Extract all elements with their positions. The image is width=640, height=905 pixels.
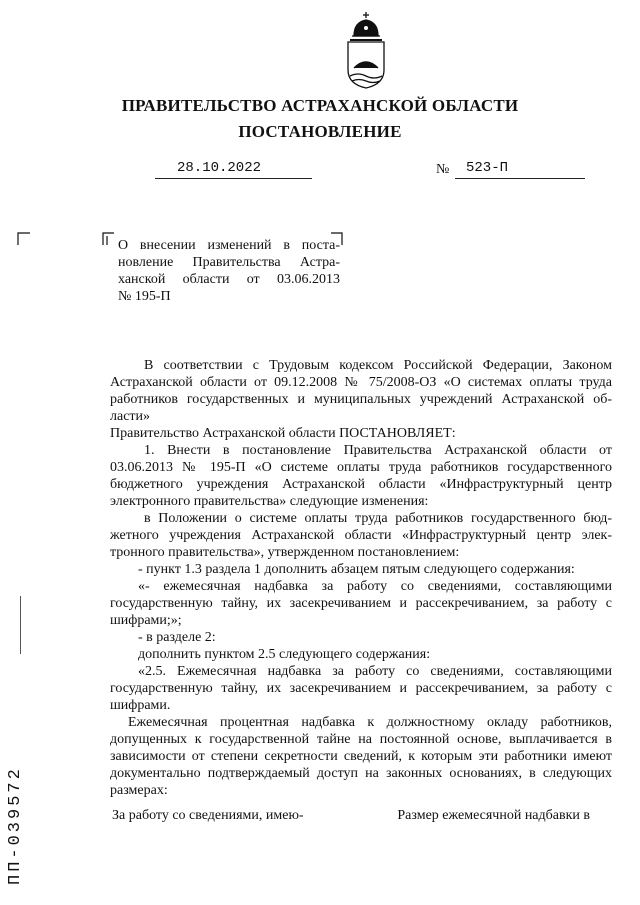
title-line: № 195-П bbox=[118, 289, 171, 304]
side-registration-stamp: ПП-039572 bbox=[6, 766, 25, 885]
paragraph-allowance: Ежемесячная процентная надбавка к должностному окладу работников, допущенных к государственной тайне на постоянной основе, выплачивается в зависимости от степени секретности сведений, к которым эти работники имеют документально подтверждаемый доступ на законных основаниях, в следующих размерах: bbox=[110, 715, 612, 798]
paragraph-quote-2-5: «2.5. Ежемесячная надбавка за работу со сведениями, составляющими государственную тайну, их засекречиванием и рассекречиванием, за работу с шифрами. bbox=[110, 664, 612, 713]
paragraph-resolves: Правительство Астраханской области ПОСТАНОВЛЯЕТ: bbox=[110, 426, 456, 441]
date-underline bbox=[155, 178, 312, 179]
title-line: О внесении изменений в поста- bbox=[118, 238, 340, 253]
paragraph-add-point: дополнить пунктом 2.5 следующего содержания: bbox=[138, 647, 431, 662]
paragraph-regulation: в Положении о системе оплаты труда работников государственного бюд-жетного учреждения Астраханской области «Инфраструктурный центр элек-тронного правительства», утвержденном постановлением: bbox=[110, 511, 612, 560]
table-col-right: Размер ежемесячной надбавки в bbox=[397, 808, 590, 823]
document-body bbox=[110, 357, 612, 824]
org-name-heading: ПРАВИТЕЛЬСТВО АСТРАХАНСКОЙ ОБЛАСТИ bbox=[121, 96, 519, 115]
number-underline bbox=[455, 178, 585, 179]
paragraph-item-1: 1. Внести в постановление Правительства Астраханской области от 03.06.2013 № 195-П «О системе оплаты труда работников государственного бюджетного учреждения Астраханской области «Инфраструктурный центр электронного правительства» следующие изменения: bbox=[110, 443, 612, 509]
doc-number: 523-П bbox=[466, 160, 509, 176]
document-title bbox=[118, 237, 340, 305]
doc-type-heading: ПОСТАНОВЛЕНИЕ bbox=[238, 122, 402, 141]
coat-of-arms-emblem bbox=[340, 10, 392, 90]
title-open-bracket bbox=[102, 232, 116, 246]
table-col-left: За работу со сведениями, имею- bbox=[112, 808, 304, 823]
doc-date: 28.10.2022 bbox=[177, 160, 262, 176]
paragraph-section-2: - в разделе 2: bbox=[138, 630, 216, 645]
left-corner-mark bbox=[17, 232, 31, 246]
paragraph-preamble: В соответствии с Трудовым кодексом Российской Федерации, Законом Астраханской области от 09.12.2008 № 75/2008-ОЗ «О системах оплаты труда работников государственных и муниципальных учреждений Астраханской об-ласти» bbox=[110, 358, 612, 424]
table-header-row bbox=[110, 807, 612, 824]
title-line: новление Правительства Астра- bbox=[118, 255, 340, 270]
paragraph-quote-1: «- ежемесячная надбавка за работу со сведениями, составляющими государственную тайну, их засекречиванием и рассекречиванием, за работу с шифрами;»; bbox=[110, 579, 612, 628]
margin-tick-line bbox=[20, 596, 21, 654]
number-sign: № bbox=[436, 162, 450, 177]
paragraph-point-1-3: - пункт 1.3 раздела 1 дополнить абзацем пятым следующего содержания: bbox=[138, 562, 575, 577]
title-line: ханской области от 03.06.2013 bbox=[118, 272, 340, 287]
